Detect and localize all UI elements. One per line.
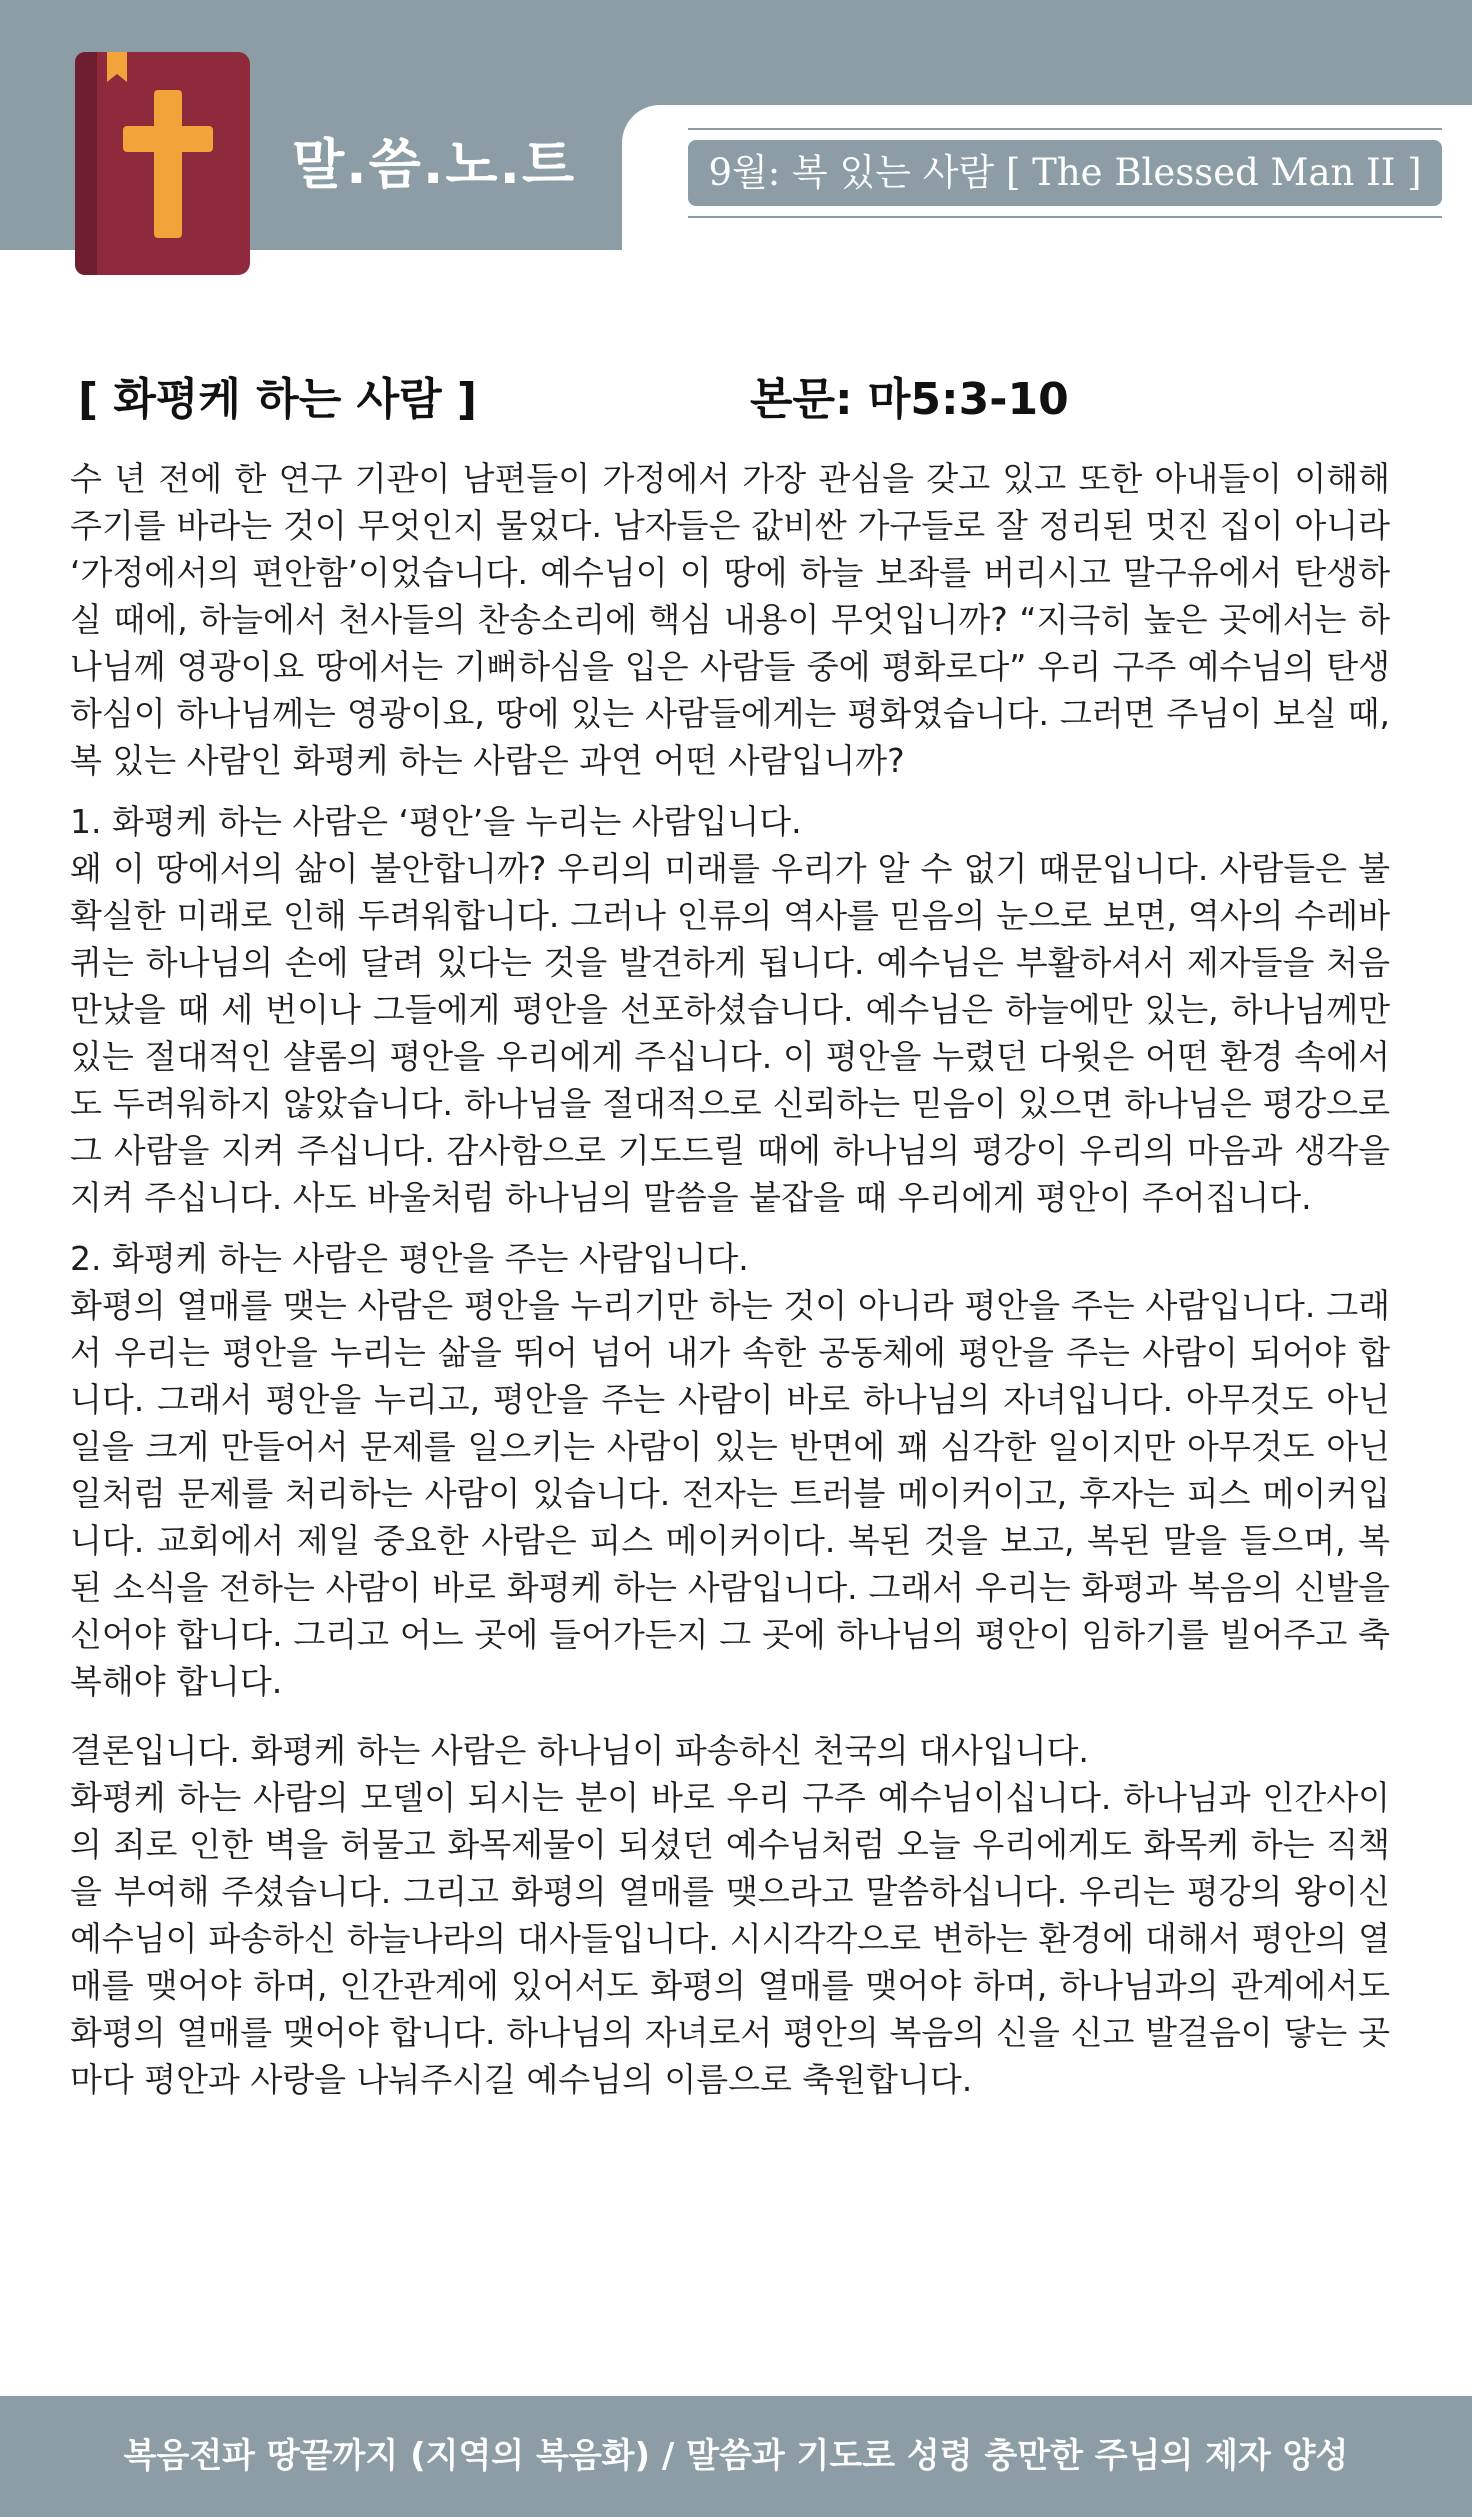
series-rule-top — [688, 128, 1442, 130]
point1-heading: 1. 화평케 하는 사람은 ‘평안’을 누리는 사람입니다. — [70, 802, 802, 841]
conclusion-paragraph: 화평케 하는 사람의 모델이 되시는 분이 바로 우리 구주 예수님이십니다. 하나님과 인간사이의 죄로 인한 벽을 허물고 화목제물이 되셨던 예수님처럼 오늘 우리에게도 화목케 하는 직책을 부여해 주셨습니다. 그리고 화평의 열매를 맺으라고 말씀하십니다. 우리는 평강의 왕이신 예수님이 파송하신 하늘나라의 대사들입니다. 시시각각으로 변하는 환경에 대해서 평안의 열매를 맺어야 하며, 인간관계에 있어서도 화평의 열매를 맺어야 하며, 하나님과의 관계에서도 화평의 열매를 맺어야 합니다. 하나님의 자녀로서 평안의 복음의 신을 신고 발걸음이 닿는 곳마다 평안과 사랑을 나눠주시길 예수님의 이름으로 축원합니다. — [70, 1778, 1390, 2099]
bible-icon — [75, 52, 250, 275]
sermon-body — [70, 455, 1390, 2103]
conclusion-heading: 결론입니다. 화평케 하는 사람은 하나님이 파송하신 천국의 대사입니다. — [70, 1731, 1089, 1770]
brand-title: 말.씀.노.트 — [292, 133, 577, 196]
intro-paragraph: 수 년 전에 한 연구 기관이 남편들이 가정에서 가장 관심을 갖고 있고 또한 아내들이 이해해 주기를 바라는 것이 무엇인지 물었다. 남자들은 값비싼 가구들로 잘 정리된 멋진 집이 아니라 ‘가정에서의 편안함’이었습니다. 예수님이 이 땅에 하늘 보좌를 버리시고 말구유에서 탄생하실 때에, 하늘에서 천사들의 찬송소리에 핵심 내용이 무엇입니까? “지극히 높은 곳에서는 하나님께 영광이요 땅에서는 기뻐하심을 입은 사람들 중에 평화로다” 우리 구주 예수님의 탄생하심이 하나님께는 영광이요, 땅에 있는 사람들에게는 평화였습니다. 그러면 주님이 보실 때, 복 있는 사람인 화평케 하는 사람은 과연 어떤 사람입니까? — [70, 459, 1390, 780]
point2-heading: 2. 화평케 하는 사람은 평안을 주는 사람입니다. — [70, 1239, 749, 1278]
series-rule-bottom — [688, 216, 1442, 218]
series-label: 9월: 복 있는 사람 [ The Blessed Man II ] — [688, 140, 1442, 206]
scripture-reference: 본문: 마5:3-10 — [750, 374, 1069, 425]
sermon-title: [ 화평케 하는 사람 ] — [78, 374, 478, 425]
point1-paragraph: 왜 이 땅에서의 삶이 불안합니까? 우리의 미래를 우리가 알 수 없기 때문입니다. 사람들은 불확실한 미래로 인해 두려워합니다. 그러나 인류의 역사를 믿음의 눈으로 보면, 역사의 수레바퀴는 하나님의 손에 달려 있다는 것을 발견하게 됩니다. 예수님은 부활하셔서 제자들을 처음 만났을 때 세 번이나 그들에게 평안을 선포하셨습니다. 예수님은 하늘에만 있는, 하나님께만 있는 절대적인 샬롬의 평안을 우리에게 주십니다. 이 평안을 누렸던 다윗은 어떤 환경 속에서도 두려워하지 않았습니다. 하나님을 절대적으로 신뢰하는 믿음이 있으면 하나님은 평강으로 그 사람을 지켜 주십니다. 감사함으로 기도드릴 때에 하나님의 평강이 우리의 마음과 생각을 지켜 주십니다. 사도 바울처럼 하나님의 말씀을 붙잡을 때 우리에게 평안이 주어집니다. — [70, 849, 1390, 1217]
footer-motto: 복음전파 땅끝까지 (지역의 복음화) / 말씀과 기도로 성령 충만한 주님의 제자 양성 — [123, 2436, 1349, 2476]
point2-paragraph: 화평의 열매를 맺는 사람은 평안을 누리기만 하는 것이 아니라 평안을 주는 사람입니다. 그래서 우리는 평안을 누리는 삶을 뛰어 넘어 내가 속한 공동체에 평안을 주는 사람이 되어야 합니다. 그래서 평안을 누리고, 평안을 주는 사람이 바로 하나님의 자녀입니다. 아무것도 아닌 일을 크게 만들어서 문제를 일으키는 사람이 있는 반면에 꽤 심각한 일이지만 아무것도 아닌 일처럼 문제를 처리하는 사람이 있습니다. 전자는 트러블 메이커이고, 후자는 피스 메이커입니다. 교회에서 제일 중요한 사람은 피스 메이커이다. 복된 것을 보고, 복된 말을 들으며, 복된 소식을 전하는 사람이 바로 화평케 하는 사람입니다. 그래서 우리는 화평과 복음의 신발을 신어야 합니다. 그리고 어느 곳에 들어가든지 그 곳에 하나님의 평안이 임하기를 빌어주고 축복해야 합니다. — [70, 1286, 1390, 1701]
